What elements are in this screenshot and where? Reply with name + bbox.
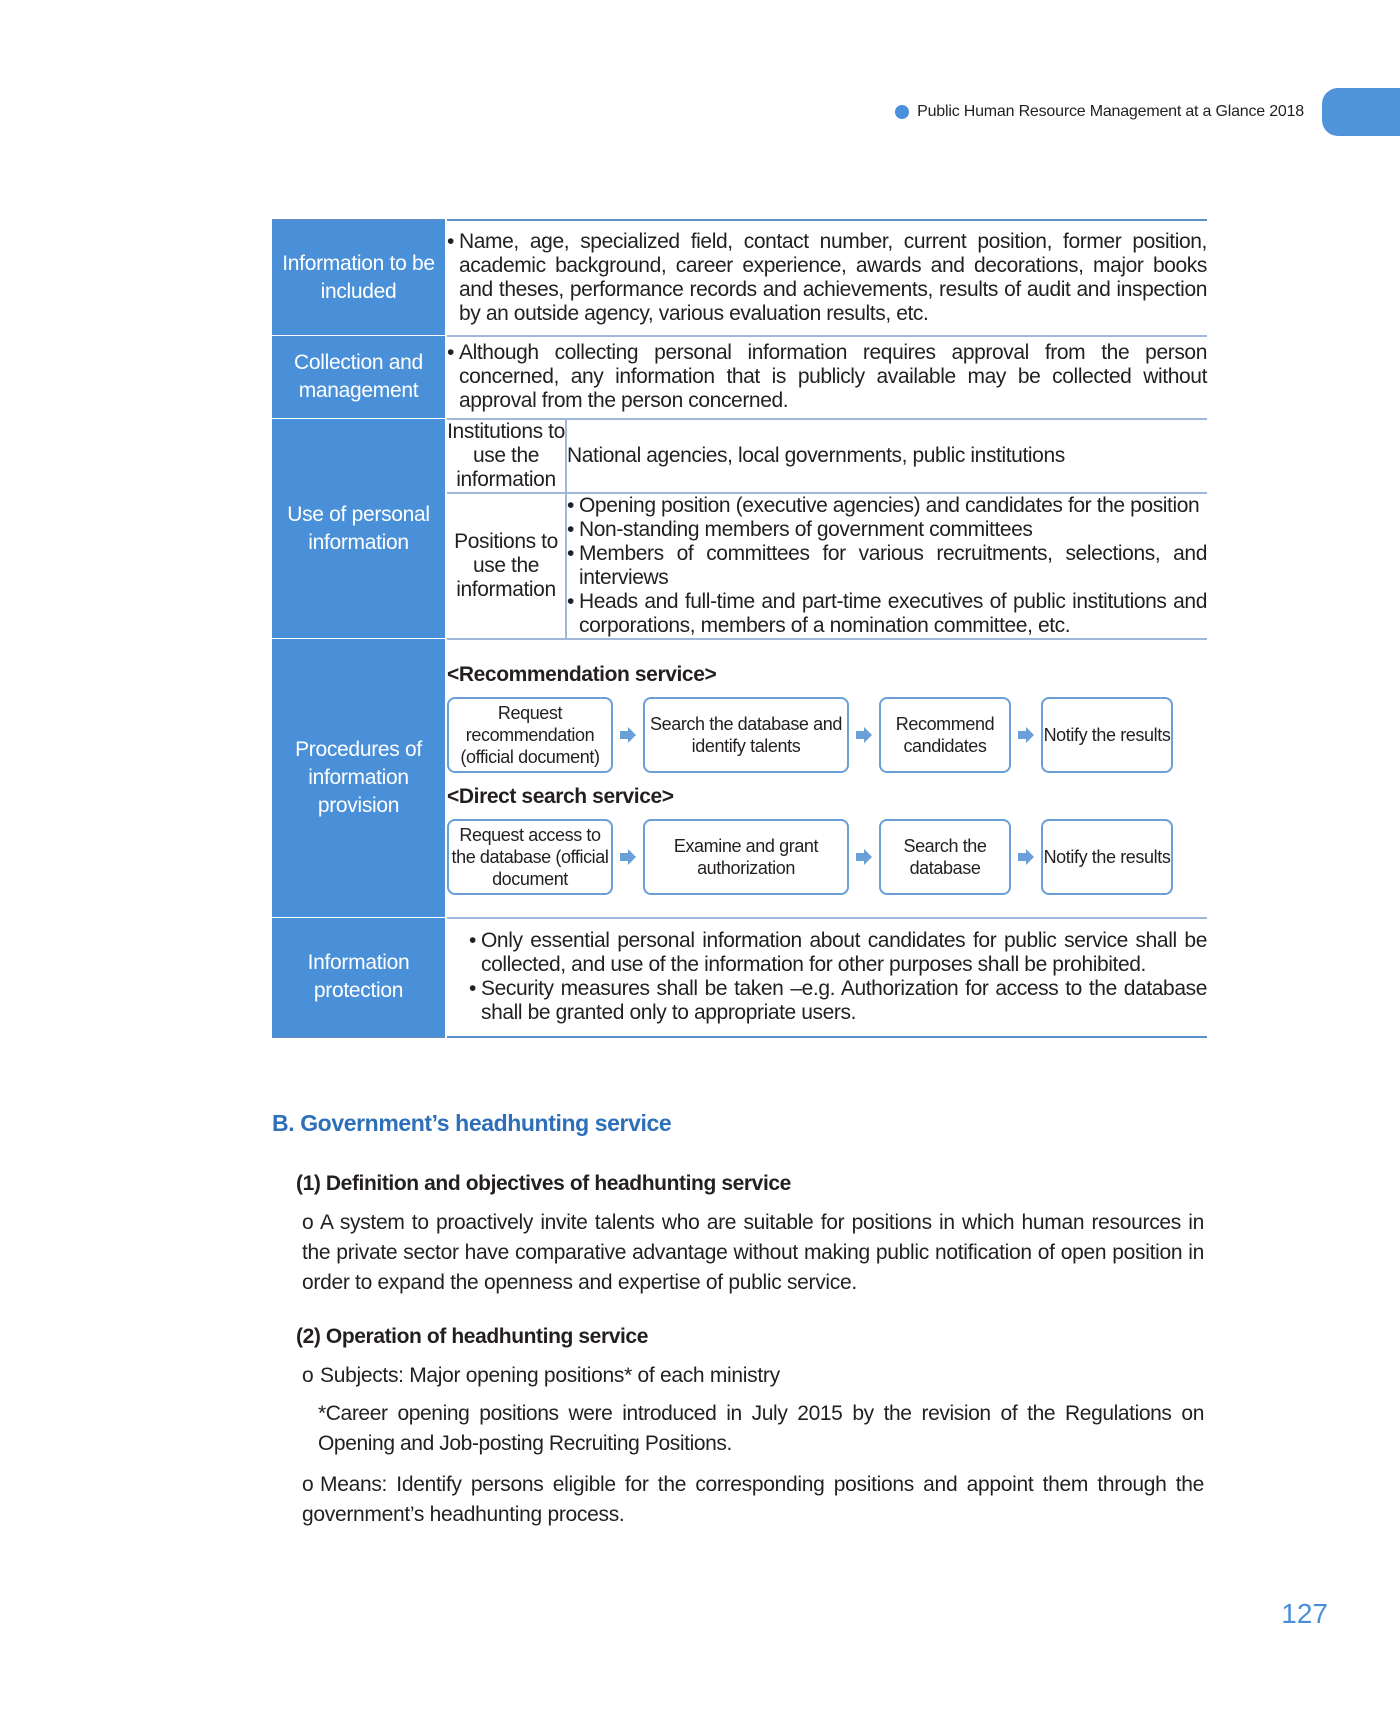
arrow-right-icon xyxy=(849,725,879,745)
section-title: B. Government’s headhunting service xyxy=(272,1110,672,1136)
row-header: Information to be included xyxy=(272,220,446,336)
bullet-list xyxy=(447,341,1207,413)
subrow-header: Positions to use the information xyxy=(446,493,566,639)
circle-marker: o xyxy=(302,1364,314,1387)
institutions-value: National agencies, local governments, public institutions xyxy=(566,419,1207,493)
row-header: Procedures of information provision xyxy=(272,639,446,918)
flow-step: Search the database xyxy=(879,819,1011,895)
row-use-institutions xyxy=(272,419,1207,493)
direct-search-flow xyxy=(447,819,1207,895)
arrow-right-icon xyxy=(613,847,643,867)
flow-step: Recommend candidates xyxy=(879,697,1011,773)
info-table xyxy=(272,219,1207,1038)
row-header: Information protection xyxy=(272,918,446,1038)
subsection-title: (2) Operation of headhunting service xyxy=(296,1325,648,1348)
bullet-list xyxy=(447,230,1207,326)
recommendation-flow xyxy=(447,697,1207,773)
means-paragraph: o Means: Identify persons eligible for the corresponding positions and appoint them through the government’s headhunting process. xyxy=(302,1470,1204,1530)
subjects-paragraph: o Subjects: Major opening positions* of each ministry xyxy=(302,1361,1204,1391)
direct-search-title: <Direct search service> xyxy=(447,785,674,808)
list-item: • Heads and full-time and part-time executives of public institutions and corporations, members of a nomination committee, etc. xyxy=(567,590,1207,638)
arrow-right-icon xyxy=(849,847,879,867)
circle-marker: o xyxy=(302,1211,314,1234)
list-item: • Non-standing members of government committees xyxy=(567,518,1207,542)
bullet-dot-icon xyxy=(895,105,909,119)
arrow-right-icon xyxy=(1011,847,1041,867)
list-item: • Members of committees for various recruitments, selections, and interviews xyxy=(567,542,1207,590)
subsection-title: (1) Definition and objectives of headhunting service xyxy=(296,1172,791,1195)
flow-step: Request recommendation (official document) xyxy=(447,697,613,773)
chapter-tab xyxy=(1322,88,1400,136)
bullet-list xyxy=(469,929,1207,1025)
flow-step: Examine and grant authorization xyxy=(643,819,849,895)
arrow-right-icon xyxy=(1011,725,1041,745)
list-item: • Although collecting personal information requires approval from the person concerned, any information that is publicly available may be collected without approval from the person concerned. xyxy=(447,341,1207,413)
row-included xyxy=(272,220,1207,336)
definition-paragraph: o A system to proactively invite talents who are suitable for positions in which human resources in the private sector have comparative advantage without making public notification of open position in order to expand the openness and expertise of public service. xyxy=(302,1208,1204,1298)
row-protection xyxy=(272,918,1207,1038)
flow-step: Request access to the database (official document xyxy=(447,819,613,895)
circle-marker: o xyxy=(302,1473,314,1496)
bullet-list xyxy=(567,494,1207,638)
row-collection xyxy=(272,336,1207,419)
page-number: 127 xyxy=(1281,1598,1328,1629)
flow-step: Search the database and identify talents xyxy=(643,697,849,773)
footnote-text: *Career opening positions were introduced in July 2015 by the revision of the Regulations on Opening and Job-posting Recruiting Positions. xyxy=(318,1402,1204,1455)
row-header: Use of personal information xyxy=(272,419,446,639)
list-item: • Opening position (executive agencies) and candidates for the position xyxy=(567,494,1207,518)
recommendation-title: <Recommendation service> xyxy=(447,663,717,686)
list-item: • Only essential personal information about candidates for public service shall be collected, and use of the information for other purposes shall be prohibited. xyxy=(469,929,1207,977)
running-title: Public Human Resource Management at a Glance 2018 xyxy=(917,103,1304,120)
flow-step: Notify the results xyxy=(1041,697,1173,773)
running-header xyxy=(895,88,1400,136)
flow-step: Notify the results xyxy=(1041,819,1173,895)
list-item: • Name, age, specialized field, contact number, current position, former position, academic background, career experience, awards and decorations, major books and theses, performance records and achievements, results of audit and inspection by an outside agency, various evaluation results, etc. xyxy=(447,230,1207,326)
row-header: Collection and management xyxy=(272,336,446,419)
row-procedures xyxy=(272,639,1207,918)
arrow-right-icon xyxy=(613,725,643,745)
subrow-header: Institutions to use the information xyxy=(447,419,565,491)
list-item: • Security measures shall be taken –e.g. Authorization for access to the database shall be granted only to appropriate users. xyxy=(469,977,1207,1025)
